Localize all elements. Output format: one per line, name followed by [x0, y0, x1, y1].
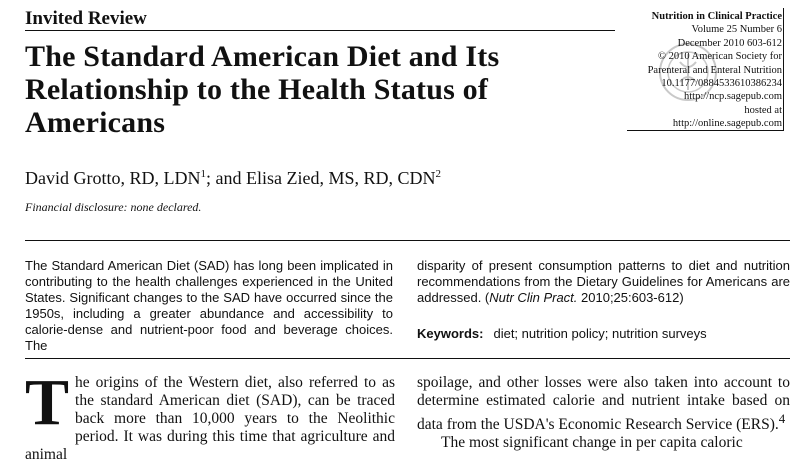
keywords-label: Keywords: [417, 326, 484, 341]
journal-line: hosted at [744, 104, 782, 116]
abstract-right-column [417, 258, 790, 306]
reference-marker[interactable]: 4 [778, 411, 786, 426]
journal-doi: 10.1177/0884533610386234 [661, 78, 782, 90]
journal-name: Nutrition in Clinical Practice [651, 11, 782, 22]
journal-url[interactable]: http://ncp.sagepub.com [684, 91, 782, 103]
citation-journal: Nutr Clin Pract. [489, 290, 578, 305]
journal-line: Volume 25 Number 6 [691, 24, 782, 36]
journal-hosted-url[interactable]: http://online.sagepub.com [672, 118, 782, 130]
author-1: David Grotto, RD, LDN [25, 168, 201, 188]
abstract-top-rule [25, 240, 790, 241]
author-separator: ; and [205, 168, 246, 188]
body-right-column [417, 374, 790, 452]
abstract-bottom-rule [25, 358, 790, 359]
journal-line: December 2010 603-612 [677, 37, 782, 49]
journal-line: © 2010 American Society for [657, 51, 782, 63]
drop-cap: T [25, 366, 70, 439]
abstract-left-column: The Standard American Diet (SAD) has long been implicated in contributing to the health challenges experienced in the United States. Significant changes to the SAD have occurred since the 1950s, including a greater abundance and accessibility to calorie-dense and nutrient-poor food and beverage choices. The [25, 258, 393, 353]
financial-disclosure: Financial disclosure: none declared. [25, 200, 202, 214]
section-rule [25, 30, 615, 31]
abstract-right-text: disparity of present consumption patterns to diet and nutrition recommendations from the Dietary Guidelines for Americans are addressed. ( [417, 258, 790, 305]
body-right-paragraph: spoilage, and other losses were also taken into account to determine estimated calorie and nutrient intake based on data from the USDA's Economic Research Service (ERS). [417, 374, 790, 434]
author-2: Elisa Zied, MS, RD, CDN [245, 168, 436, 188]
body-right-paragraph-2: The most significant change in per capita caloric [441, 434, 743, 452]
author-1-affiliation: 1 [200, 168, 206, 180]
section-label: Invited Review [25, 8, 147, 29]
author-2-affiliation: 2 [435, 168, 441, 180]
citation-details: 2010;25:603-612) [577, 290, 684, 305]
journal-line: Parenteral and Enteral Nutrition [647, 64, 782, 76]
keywords [417, 326, 707, 341]
authors [25, 168, 441, 189]
journal-info [612, 10, 782, 131]
keywords-list: diet; nutrition policy; nutrition surveys [493, 326, 707, 341]
body-left-column [25, 366, 395, 464]
article-title: The Standard American Diet and Its Relationship to the Health Status of Americans [25, 40, 500, 139]
body-left-text: he origins of the Western diet, also referred to as the standard American diet (SAD), can be traced back more than 10,000 years to the Neolithic period. It was during this time that agriculture and animal [25, 374, 395, 463]
